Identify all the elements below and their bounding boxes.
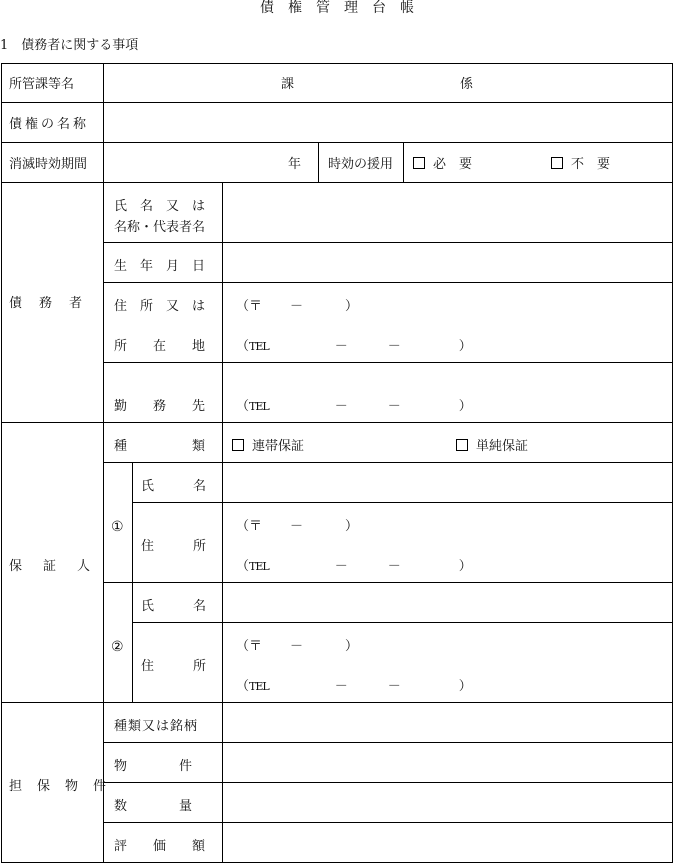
tel-mark: TEL [249,340,269,353]
tel-open: （ [236,559,250,574]
debtor-addr-label-2: 所 在 地 [114,339,206,354]
collateral-qty-field[interactable] [225,784,670,821]
tel-dash-1: － [334,339,348,354]
collateral-qty-label: 数 量 [114,799,193,814]
postal-dash: － [290,299,304,314]
postal-dash: － [290,639,304,654]
guarantor-1-name-label: 氏 名 [141,479,207,494]
postal-close: ） [345,639,359,654]
joint-text: 連帯保証 [252,439,305,454]
tel-mark: TEL [249,560,269,573]
collateral-label: 担 保 物 件 [9,779,108,794]
tel-close: ） [458,399,472,414]
postal-open: （〒 [236,299,263,314]
joint-checkbox[interactable] [232,439,244,451]
joint-guarantee-option[interactable] [232,439,304,455]
tel-dash-2: － [387,339,401,354]
tel-mark: TEL [249,400,269,413]
debtor-birth-field[interactable] [225,244,670,281]
guarantor-2-postal-line[interactable] [236,639,358,655]
kakari-label: 係 [460,77,474,92]
collateral-item-label: 物 件 [114,759,193,774]
guarantor-2-name-label: 氏 名 [141,599,207,614]
debtor-name-label-1: 氏 名 又 は [114,199,206,214]
tel-close: ） [458,679,472,694]
tel-dash-2: － [387,399,401,414]
ka-label: 課 [281,77,295,92]
year-label: 年 [288,157,302,172]
tel-close: ） [458,559,472,574]
noneed-text: 不 要 [571,157,611,172]
tel-dash-1: － [334,679,348,694]
tel-dash-1: － [334,559,348,574]
debtor-addr-label-1: 住 所 又 は [114,299,206,314]
postal-close: ） [345,299,359,314]
guarantor-1-postal-line[interactable] [236,519,358,535]
noneed-checkbox[interactable] [551,157,563,169]
guarantor-kind-label: 種 類 [114,439,206,454]
tel-open: （ [236,339,250,354]
collateral-kind-field[interactable] [225,704,670,741]
debtor-postal-line[interactable] [236,299,358,315]
debtor-work-tel-line[interactable] [236,399,472,415]
tel-dash-2: － [387,559,401,574]
postal-open: （〒 [236,519,263,534]
debtor-work-label: 勤 務 先 [114,399,206,414]
guarantor-2-number: ② [111,639,124,655]
guarantor-2-addr-label: 住 所 [141,659,207,674]
debtor-tel-line[interactable] [236,339,472,355]
collateral-value-field[interactable] [225,824,670,861]
invoke-label: 時効の援用 [328,157,394,172]
need-option[interactable] [413,157,472,173]
guarantor-1-addr-label: 住 所 [141,539,207,554]
tel-dash-1: － [334,399,348,414]
debtor-name-label-2: 名称・代表者名 [114,220,206,235]
page-title: 債 権 管 理 台 帳 [260,0,414,16]
tel-open: （ [236,399,250,414]
section-heading: 1 債務者に関する事項 [0,38,139,53]
collateral-item-field[interactable] [225,744,670,781]
guarantor-2-name-field[interactable] [225,584,670,621]
period-field[interactable] [106,144,286,181]
guarantor-1-name-field[interactable] [225,464,670,501]
postal-open: （〒 [236,639,263,654]
simple-checkbox[interactable] [456,439,468,451]
collateral-value-label: 評 価 額 [114,839,206,854]
noneed-option[interactable] [551,157,610,173]
tel-close: ） [458,339,472,354]
debtor-birth-label: 生 年 月 日 [114,259,206,274]
debtor-name-field[interactable] [225,184,670,241]
postal-dash: － [290,519,304,534]
dept-field[interactable] [106,64,670,101]
claim-name-label: 債権の名称 [9,117,90,132]
collateral-kind-label: 種類又は銘柄 [114,719,199,734]
tel-dash-2: － [387,679,401,694]
guarantor-1-tel-line[interactable] [236,559,472,575]
guarantor-label: 保 証 人 [9,559,95,574]
simple-guarantee-option[interactable] [456,439,528,455]
dept-label: 所管課等名 [9,77,75,92]
need-checkbox[interactable] [413,157,425,169]
guarantor-2-tel-line[interactable] [236,679,472,695]
tel-mark: TEL [249,680,269,693]
period-label: 消滅時効期間 [9,157,88,172]
guarantor-1-number: ① [111,519,124,535]
postal-close: ） [345,519,359,534]
simple-text: 単純保証 [476,439,529,454]
claim-name-field[interactable] [106,104,670,141]
debtor-label: 債 務 者 [9,296,85,311]
need-text: 必 要 [433,157,473,172]
tel-open: （ [236,679,250,694]
